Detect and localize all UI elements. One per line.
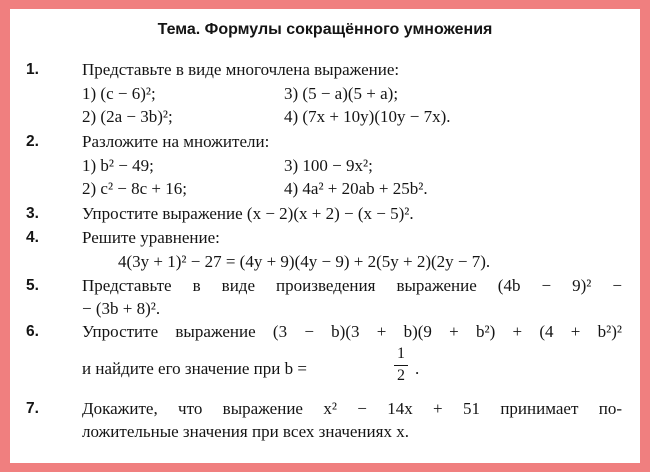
task-1-statement: Представьте в виде многочлена выражение:: [82, 60, 400, 79]
task-number-7: 7.: [26, 400, 39, 417]
task-6-statement: Упростите выражение (3 − b)(3 + b)(9 + b²) + (4 + b²)²: [82, 322, 622, 341]
task-7-statement: Докажите, что выражение x² − 14x + 51 принимает по-: [82, 399, 622, 418]
worksheet-card: [10, 9, 640, 463]
task-2-item-3: 3) 100 − 9x²;: [284, 156, 373, 175]
task-number-5: 5.: [26, 277, 39, 294]
task-2-item-2: 2) c² − 8c + 16;: [82, 179, 187, 198]
task-1-item-1: 1) (c − 6)²;: [82, 84, 156, 103]
task-1-item-4: 4) (7x + 10y)(10y − 7x).: [284, 107, 451, 126]
fraction-bar: [394, 365, 408, 366]
task-1-item-3: 3) (5 − a)(5 + a);: [284, 84, 399, 103]
task-2-statement: Разложите на множители:: [82, 132, 270, 151]
task-2-item-1: 1) b² − 49;: [82, 156, 154, 175]
task-6-period: .: [415, 359, 420, 378]
task-number-6: 6.: [26, 323, 39, 340]
task-number-3: 3.: [26, 205, 39, 222]
fraction-numerator: 1: [397, 345, 405, 362]
task-5-continuation: − (3b + 8)².: [82, 299, 161, 318]
task-number-4: 4.: [26, 229, 39, 246]
task-1-item-2: 2) (2a − 3b)²;: [82, 107, 173, 126]
task-3-statement: Упростите выражение (x − 2)(x + 2) − (x − 5)².: [82, 204, 414, 223]
fraction-denominator: 2: [397, 367, 405, 384]
task-2-item-4: 4) 4a² + 20ab + 25b².: [284, 179, 428, 198]
task-number-1: 1.: [26, 61, 39, 78]
fraction-one-half: [394, 346, 408, 384]
task-5-statement: Представьте в виде произведения выражение (4b − 9)² −: [82, 276, 622, 295]
task-6-continuation: и найдите его значение при b =: [82, 359, 307, 378]
task-number-2: 2.: [26, 133, 39, 150]
task-4-statement: Решите уравнение:: [82, 228, 220, 247]
task-7-continuation: ложительные значения при всех значениях x.: [82, 422, 409, 441]
task-4-equation: 4(3y + 1)² − 27 = (4y + 9)(4y − 9) + 2(5y + 2)(2y − 7).: [118, 252, 491, 271]
worksheet-title: Тема. Формулы сокращённого умножения: [157, 21, 493, 38]
